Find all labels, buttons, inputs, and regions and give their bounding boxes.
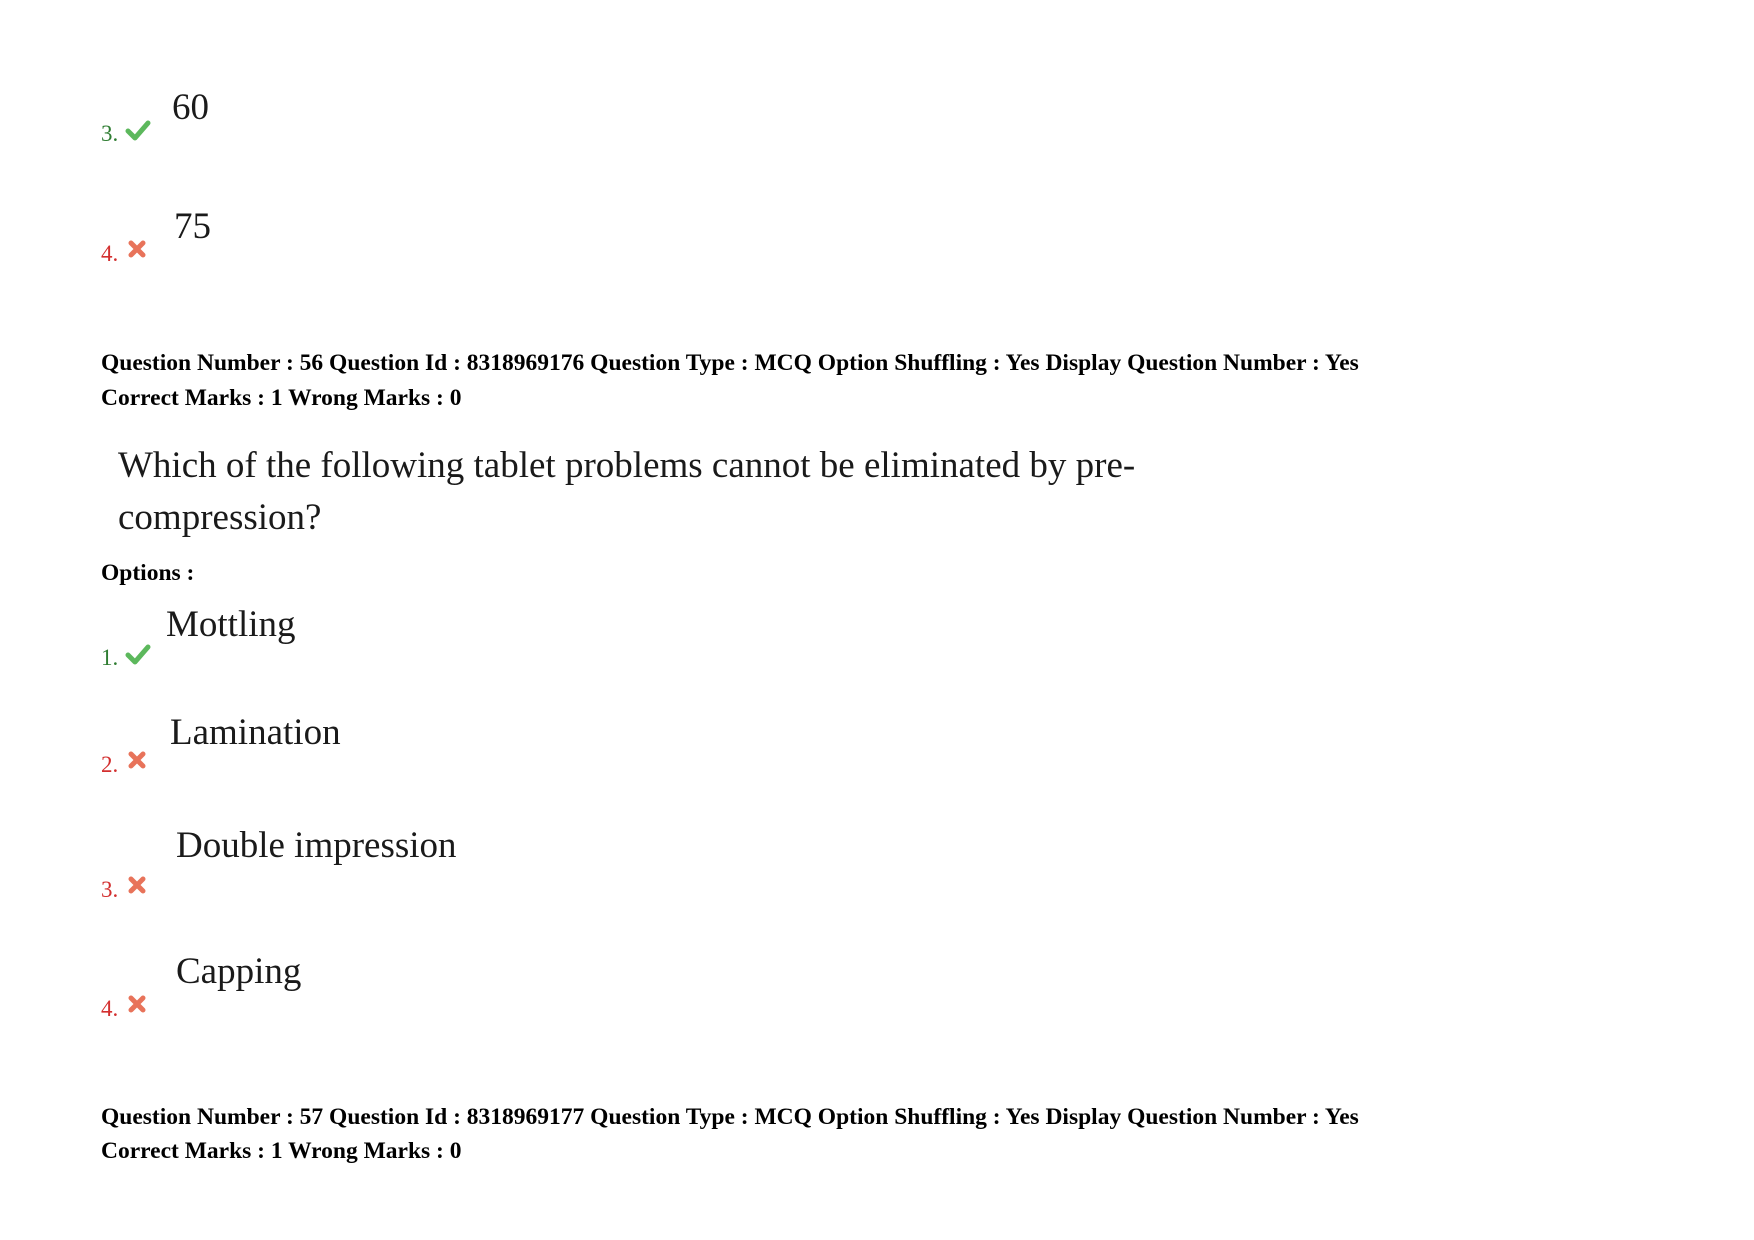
option-text: Capping (176, 951, 302, 992)
cross-icon (127, 750, 147, 770)
option-text: 75 (174, 206, 211, 247)
check-icon (125, 118, 151, 144)
option-number: 4. (101, 241, 119, 266)
option-number: 4. (101, 996, 119, 1021)
question-text (118, 440, 1218, 544)
option-number: 3. (101, 121, 119, 146)
question-meta: Question Number : 56 Question Id : 8318969176 Question Type : MCQ Option Shuffling : Yes Display Question Number : Yes (101, 350, 1359, 376)
option-text: Lamination (170, 712, 341, 753)
cross-icon (127, 875, 147, 895)
check-icon (125, 642, 151, 668)
marks-meta: Correct Marks : 1 Wrong Marks : 0 (101, 1138, 462, 1164)
question-line: Which of the following tablet problems cannot be eliminated by pre- (118, 445, 1136, 486)
question-meta: Question Number : 57 Question Id : 8318969177 Question Type : MCQ Option Shuffling : Yes Display Question Number : Yes (101, 1104, 1359, 1130)
option-number: 1. (101, 645, 119, 670)
options-label: Options : (101, 560, 195, 586)
cross-icon (127, 239, 147, 259)
option-text: 60 (172, 87, 209, 128)
marks-meta: Correct Marks : 1 Wrong Marks : 0 (101, 385, 462, 411)
option-number: 3. (101, 877, 119, 902)
option-text: Double impression (176, 825, 457, 866)
option-number: 2. (101, 752, 119, 777)
question-line: compression? (118, 497, 322, 538)
cross-icon (127, 994, 147, 1014)
option-text: Mottling (166, 604, 296, 645)
